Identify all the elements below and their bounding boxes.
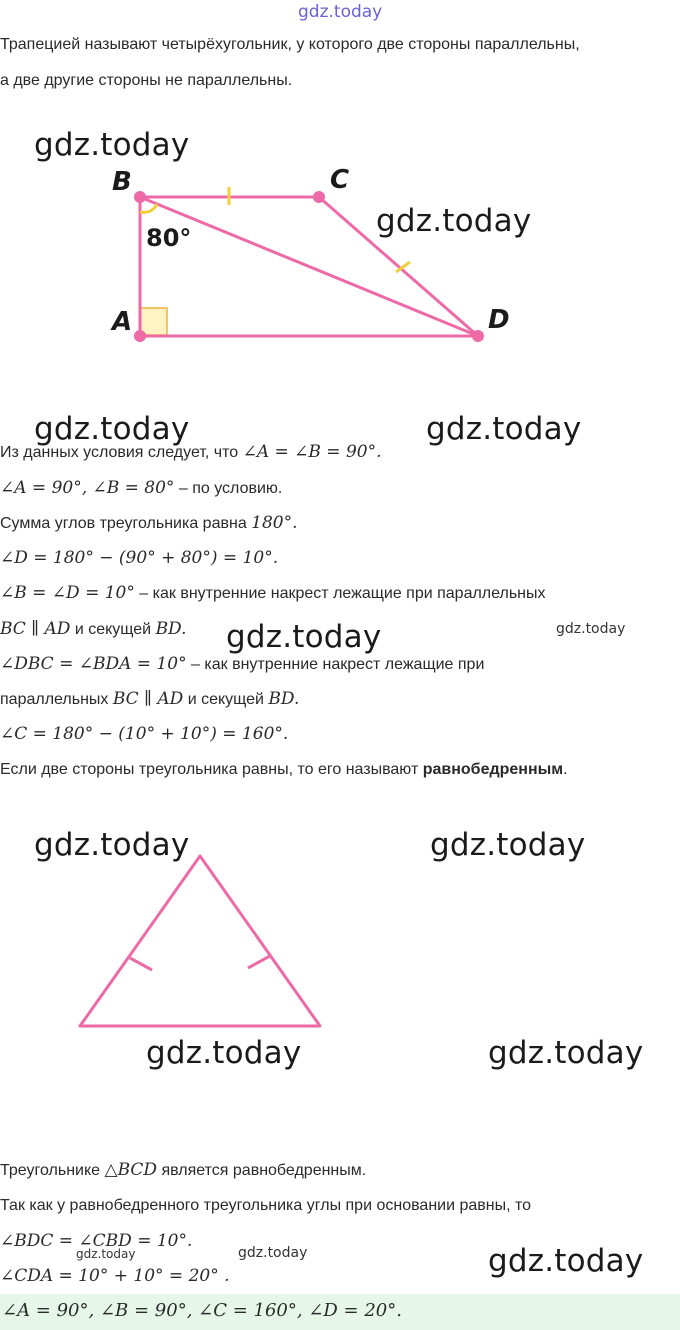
conclusion-line — [0, 1195, 531, 1217]
right-angle-marker — [140, 308, 167, 335]
math: ∠B = ∠D = 10° — [0, 583, 135, 603]
watermark: gdz.today — [430, 827, 586, 863]
solution-line — [0, 688, 299, 711]
intro-line: Трапецией называют четырёхугольник, у которого две стороны параллельны, — [0, 36, 580, 53]
text: – как внутренние накрест лежащие при — [186, 656, 485, 673]
math: 180°. — [251, 513, 298, 533]
conclusion-line — [0, 1159, 366, 1182]
math: BC ∥ AD — [0, 619, 71, 639]
tick-mark — [248, 956, 270, 968]
text: Сумма углов треугольника равна — [0, 515, 252, 532]
watermark: gdz.today — [34, 127, 190, 163]
solution-line — [0, 547, 278, 570]
math: ∠C = 180° − (10° + 10°) = 160°. — [0, 724, 289, 744]
vertex-dot — [134, 191, 146, 203]
side-cd — [319, 197, 478, 336]
vertex-label-d: D — [488, 305, 510, 335]
conclusion-line — [0, 1230, 192, 1253]
vertex-dot — [472, 330, 484, 342]
angle-label: 80° — [146, 224, 192, 252]
diagonal-bd — [140, 197, 478, 336]
math: ∠D = 180° − (90° + 80°) = 10°. — [0, 548, 279, 568]
watermark: gdz.today — [426, 411, 582, 447]
watermark: gdz.today — [488, 1035, 644, 1071]
solution-line — [0, 723, 288, 746]
math: △BCD — [104, 1160, 158, 1180]
watermark: gdz.today — [34, 411, 190, 447]
solution-line — [0, 618, 186, 641]
answer-box — [0, 1294, 680, 1330]
vertex-label-b: B — [112, 167, 132, 197]
answer-text: ∠A = 90°, ∠B = 90°, ∠C = 160°, ∠D = 20°. — [2, 1300, 402, 1321]
vertex-label-c: C — [330, 165, 350, 195]
solution-line — [0, 582, 546, 605]
math: BD. — [268, 689, 300, 709]
solution-line — [0, 512, 298, 535]
solution-line — [0, 653, 484, 676]
math: BD. — [155, 619, 187, 639]
bold-term: равнобедренным — [422, 761, 564, 778]
solution-line — [0, 441, 382, 464]
triangle — [80, 856, 320, 1026]
text: Так как у равнобедренного треугольника углы при основании равны, то — [0, 1197, 532, 1214]
text: . — [563, 761, 568, 778]
math: BC ∥ AD — [112, 689, 184, 709]
tick-mark — [130, 958, 152, 970]
text: и секущей — [183, 691, 269, 708]
isosceles-triangle-figure — [0, 840, 680, 1070]
solution-line — [0, 759, 568, 781]
math: ∠DBC = ∠BDA = 10° — [0, 654, 187, 674]
text: Если две стороны треугольника равны, то его называют — [0, 761, 423, 778]
math: ∠A = 90°, ∠B = 80° — [0, 478, 175, 498]
intro-line: а две другие стороны не параллельны. — [0, 72, 293, 89]
text: Треугольнике — [0, 1162, 105, 1179]
solution-line — [0, 477, 282, 500]
math: ∠A = ∠B = 90°. — [242, 442, 382, 462]
math: ∠CDA = 10° + 10° = 20° . — [0, 1266, 230, 1286]
watermark: gdz.today — [376, 203, 532, 239]
text: параллельных — [0, 691, 113, 708]
vertex-label-a: A — [112, 307, 133, 337]
text: – по условию. — [174, 480, 283, 497]
vertex-dot — [313, 191, 325, 203]
text: Из данных условия следует, что — [0, 444, 243, 461]
watermark: gdz.today — [488, 1243, 644, 1279]
text: является равнобедренным. — [157, 1162, 367, 1179]
watermark: gdz.today — [238, 1245, 308, 1261]
watermark: gdz.today — [226, 619, 382, 655]
conclusion-line — [0, 1265, 230, 1288]
watermark: gdz.today — [146, 1035, 302, 1071]
watermark: gdz.today — [76, 1247, 136, 1261]
watermark: gdz.today — [298, 2, 383, 22]
watermark: gdz.today — [556, 621, 626, 637]
text: и секущей — [70, 621, 156, 638]
math: ∠BDC = ∠CBD = 10°. — [0, 1231, 193, 1251]
vertex-dot — [134, 330, 146, 342]
trapezoid-figure — [0, 150, 680, 370]
watermark: gdz.today — [34, 827, 190, 863]
angle-arc — [140, 204, 157, 212]
text: – как внутренние накрест лежащие при параллельных — [134, 585, 546, 602]
